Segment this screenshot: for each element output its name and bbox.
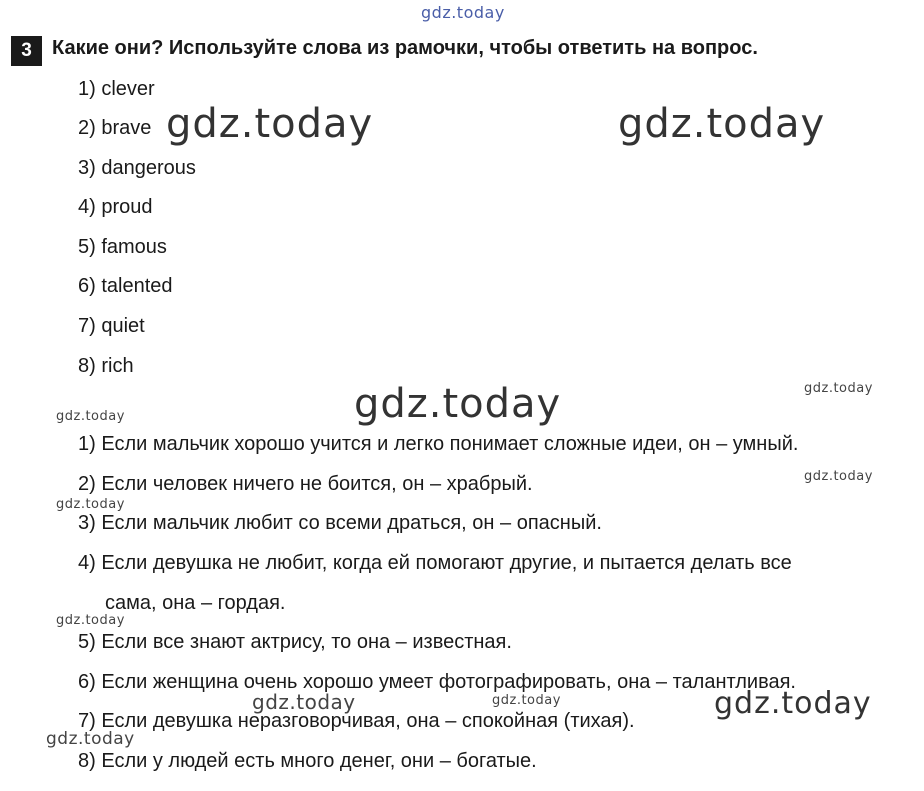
answer-line: 4) Если девушка не любит, когда ей помогают другие, и пытается делать все (78, 552, 792, 574)
watermark-small: gdz.today (804, 469, 873, 484)
watermark-small: gdz.today (492, 693, 561, 708)
watermark-small: gdz.today (56, 409, 125, 424)
watermark-large: gdz.today (166, 101, 374, 147)
answer-line: 8) Если у людей есть много денег, они – богатые. (78, 750, 537, 772)
word-item: 6) talented (78, 275, 173, 297)
watermark-top: gdz.today (421, 3, 505, 22)
word-item: 1) clever (78, 78, 155, 100)
exercise-title: Какие они? Используйте слова из рамочки, чтобы ответить на вопрос. (52, 37, 758, 59)
watermark-small: gdz.today (804, 381, 873, 396)
answer-line-continuation: сама, она – гордая. (105, 592, 286, 614)
word-item: 5) famous (78, 236, 167, 258)
watermark-small: gdz.today (56, 613, 125, 628)
watermark-small: gdz.today (56, 497, 125, 512)
word-item: 4) proud (78, 196, 153, 218)
word-item: 3) dangerous (78, 157, 196, 179)
answer-line: 7) Если девушка неразговорчивая, она – спокойная (тихая). (78, 710, 635, 732)
exercise-number-badge: 3 (11, 36, 42, 66)
answer-line: 2) Если человек ничего не боится, он – храбрый. (78, 473, 533, 495)
word-item: 8) rich (78, 355, 134, 377)
watermark-small: gdz.today (252, 690, 356, 714)
word-item: 7) quiet (78, 315, 145, 337)
answer-line: 6) Если женщина очень хорошо умеет фотографировать, она – талантливая. (78, 671, 796, 693)
answer-line: 5) Если все знают актрису, то она – известная. (78, 631, 512, 653)
watermark-large: gdz.today (354, 381, 562, 427)
watermark-small: gdz.today (46, 729, 135, 749)
word-item: 2) brave (78, 117, 152, 139)
answer-line: 1) Если мальчик хорошо учится и легко понимает сложные идеи, он – умный. (78, 433, 799, 455)
watermark-large: gdz.today (714, 686, 872, 721)
watermark-large: gdz.today (618, 101, 826, 147)
answer-line: 3) Если мальчик любит со всеми драться, он – опасный. (78, 512, 602, 534)
